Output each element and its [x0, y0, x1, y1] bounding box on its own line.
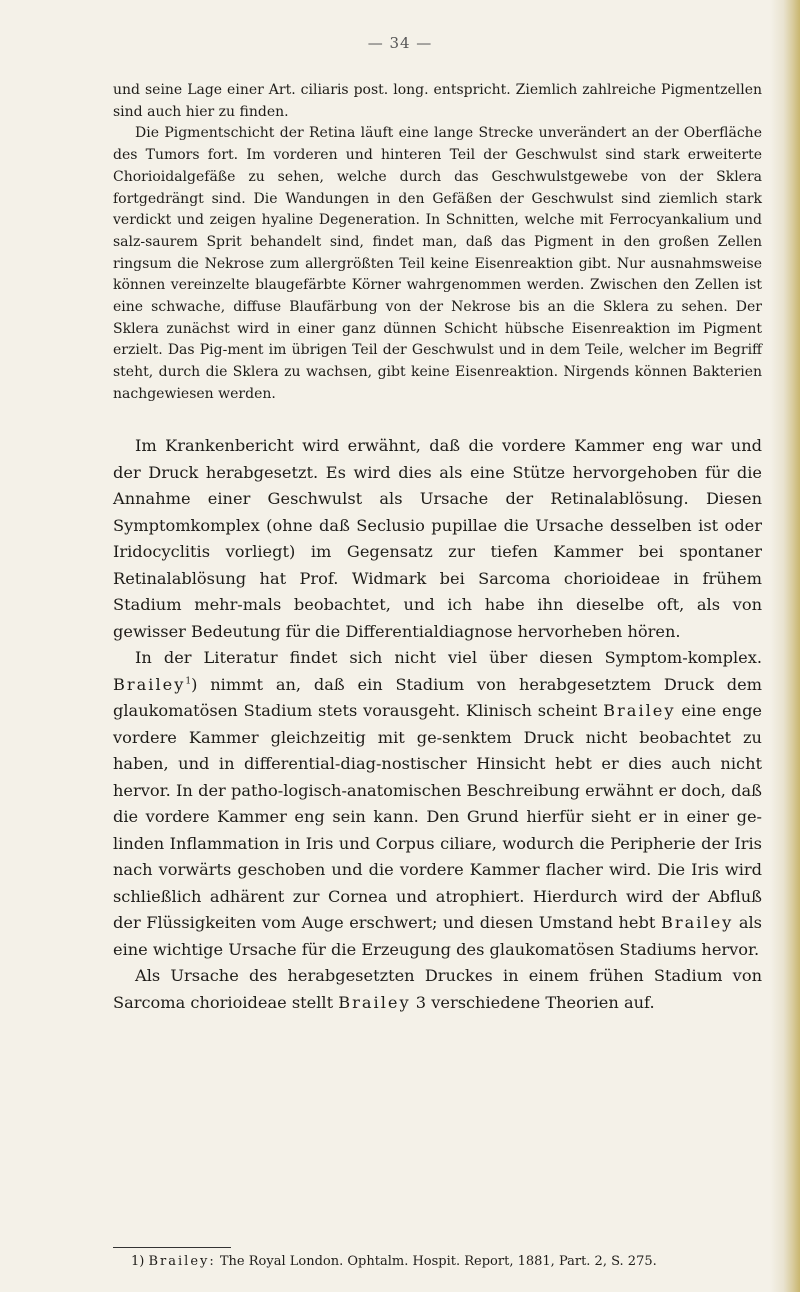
- small-paragraph-1: und seine Lage einer Art. ciliaris post. long. entspricht. Ziemlich zahlreiche Pigmentzellen sind auch hier zu finden.: [113, 82, 762, 120]
- page-edge-shadow: [770, 0, 800, 1292]
- p3-text-b: 3 verschiedene Theorien auf.: [415, 992, 655, 1012]
- main-paragraph-3: [113, 963, 762, 1016]
- small-paragraph-2: Die Pigmentschicht der Retina läuft eine lange Strecke unverändert an der Oberfläche des Tumors fort. Im vorderen und hinteren Teil der Geschwulst sind stark erweiterte Chorioidalgefäße zu sehen, welche durch das Geschwulstgewebe von der Sklera fortgedrängt sind. Die Wandungen in den Gefäßen der Geschwulst sind ziemlich stark verdickt und zeigen hyaline Degeneration. In Schnitten, welche mit Ferrocyankalium und salz-saurem Sprit behandelt sind, findet man, daß das Pigment in den großen Zellen ringsum die Nekrose zum allergrößten Teil keine Eisenreaktion gibt. Nur ausnahmsweise können vereinzelte blaugefärbte Körner wahrgenommen werden. Zwischen den Zellen ist eine schwache, diffuse Blaufärbung von der Nekrose bis an die Sklera zu sehen. Der Sklera zunächst wird in einer ganz dünnen Schicht hübsche Eisenreaktion im Pigment erzielt. Das Pig-ment im übrigen Teil der Geschwulst und in dem Teile, welcher im Begriff steht, durch die Sklera zu wachsen, gibt keine Eisenreaktion. Nirgends können Bakterien nachgewiesen werden.: [113, 125, 762, 402]
- footnote: [113, 1252, 773, 1272]
- p3-text-a: Als Ursache des herabgesetzten Druckes in einem frühen Stadium von Sarcoma chorioideae stellt: [113, 966, 762, 1012]
- footnote-rule: [113, 1247, 231, 1248]
- p2-text-c: eine enge vordere Kammer gleichzeitig mit ge-senktem Druck nicht beobachtet zu haben, und in differential-diag-nostischer Hinsicht hebt er dies auch nicht hervor. In der patho-logisch-anatomischen Beschreibung erwähnt er doch, daß die vordere Kammer eng sein kann. Den Grund hierfür sieht er in einer ge-linden Inflammation in Iris und Corpus ciliare, wodurch die Peripherie der Iris nach vorwärts geschoben und die vordere Kammer flacher wird. Die Iris wird schließlich adhärent zur Cornea und atrophiert. Hierdurch wird der Abfluß der Flüssigkeiten vom Auge erschwert; und diesen Umstand hebt: [113, 701, 763, 932]
- p2-text-b: ) nimmt an, daß ein Stadium von herabgesetztem Druck dem glaukomatösen Stadium stets vorausgeht. Klinisch scheint: [113, 674, 762, 720]
- main-paragraph-1: Im Krankenbericht wird erwähnt, daß die vordere Kammer eng war und der Druck herabgesetzt. Es wird dies als eine Stütze hervorgehoben für die Annahme einer Geschwulst als Ursache der Retinalablösung. Diesen Symptomkomplex (ohne daß Seclusio pupillae die Ursache desselben ist oder Iridocyclitis vorliegt) im Gegensatz zur tiefen Kammer bei spontaner Retinalablösung hat Prof. Widmark bei Sarcoma chorioideae in frühem Stadium mehr-mals beobachtet, und ich habe ihn dieselbe oft, als von gewisser Bedeutung für die Differentialdiagnose hervorheben hören.: [113, 436, 762, 641]
- footnote-text: The Royal London. Ophtalm. Hospit. Report, 1881, Part. 2, S. 275.: [219, 1254, 657, 1269]
- footnote-author: Brailey:: [148, 1254, 216, 1269]
- footnote-reference: 1: [185, 676, 192, 687]
- author-name: Brailey: [338, 992, 411, 1012]
- footnote-marker: 1): [131, 1254, 145, 1269]
- main-text-section: [113, 433, 762, 1016]
- page-number: — 34 —: [367, 34, 433, 52]
- p2-text-a: In der Literatur findet sich nicht viel über diesen Symptom-komplex.: [135, 648, 762, 667]
- p2-text-d: als eine wichtige Ursache für die Erzeugung des glaukomatösen Stadiums hervor.: [113, 913, 762, 959]
- author-name: Brailey: [660, 913, 734, 932]
- main-paragraph-2: [113, 645, 762, 963]
- author-name: Brailey: [113, 674, 186, 694]
- author-name: Brailey: [603, 701, 676, 720]
- small-print-section: [113, 80, 762, 406]
